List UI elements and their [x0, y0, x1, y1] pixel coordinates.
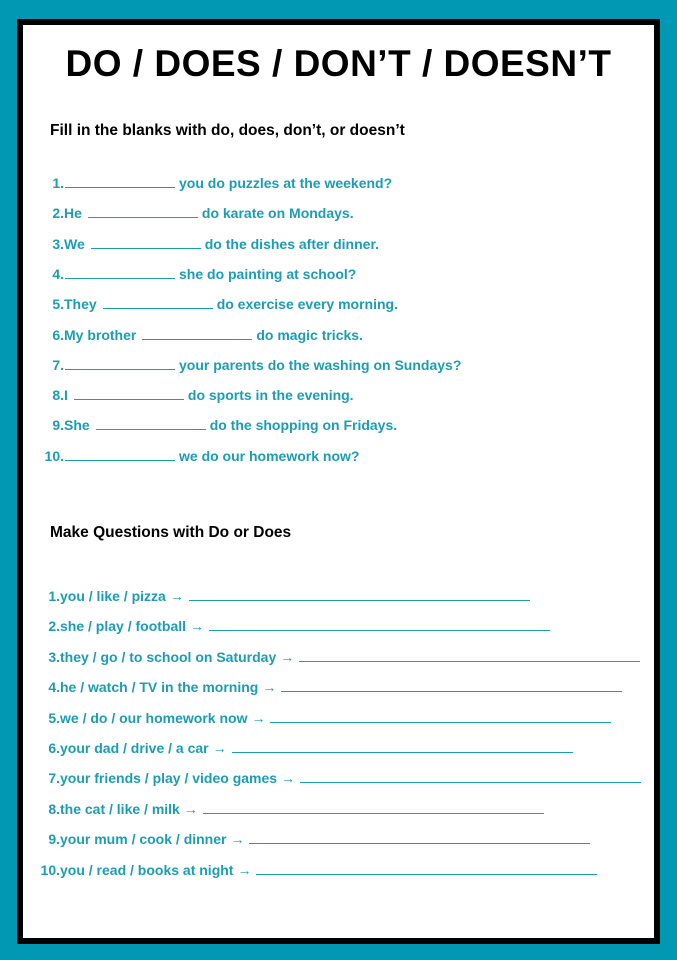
answer-line[interactable]	[300, 772, 641, 783]
answer-blank[interactable]	[142, 329, 252, 340]
arrow-icon: →	[262, 679, 277, 696]
answer-line[interactable]	[270, 712, 611, 723]
item-number: 2.	[48, 618, 60, 635]
fill-blank-item	[31, 327, 363, 343]
item-text-before: We	[64, 235, 85, 252]
arrow-icon: →	[251, 709, 266, 726]
fill-blank-item	[31, 236, 379, 252]
question-prompt: your mum / cook / dinner	[60, 831, 227, 848]
answer-blank[interactable]	[65, 177, 175, 188]
item-text-after: do magic tricks.	[256, 326, 363, 343]
arrow-icon: →	[281, 770, 296, 787]
answer-line[interactable]	[256, 864, 597, 875]
item-number: 1.	[52, 175, 64, 191]
arrow-icon: →	[230, 831, 245, 848]
question-prompt: they / go / to school on Saturday	[60, 648, 277, 665]
question-item	[39, 831, 590, 847]
item-number: 10.	[40, 861, 60, 878]
section1-heading: Fill in the blanks with do, does, don’t, or doesn’t	[50, 122, 405, 139]
item-text-before: They	[64, 296, 97, 313]
question-prompt: your friends / play / video games	[60, 770, 278, 787]
answer-blank[interactable]	[88, 207, 198, 218]
answer-line[interactable]	[203, 803, 544, 814]
answer-line[interactable]	[189, 590, 530, 601]
item-text-before: She	[64, 417, 90, 434]
item-number: 3.	[48, 648, 60, 665]
item-text-after: you do puzzles at the weekend?	[179, 175, 393, 191]
item-number: 1.	[48, 588, 60, 604]
fill-blank-item	[31, 448, 359, 464]
item-number: 7.	[52, 356, 64, 373]
item-number: 2.	[52, 205, 64, 222]
fill-blank-item	[31, 357, 461, 373]
fill-blank-item	[31, 296, 398, 312]
arrow-icon: →	[280, 648, 295, 665]
item-number: 8.	[52, 387, 64, 404]
arrow-icon: →	[183, 800, 198, 817]
item-number: 9.	[52, 417, 64, 434]
fill-blank-item	[31, 387, 354, 403]
item-number: 8.	[48, 800, 60, 817]
question-item	[39, 649, 640, 665]
fill-blank-item	[31, 266, 356, 282]
item-number: 9.	[48, 831, 60, 848]
answer-line[interactable]	[209, 620, 550, 631]
question-prompt: we / do / our homework now	[60, 709, 248, 726]
question-prompt: you / like / pizza	[60, 588, 166, 604]
question-item	[39, 770, 641, 786]
item-number: 4.	[52, 265, 64, 282]
item-number: 4.	[48, 679, 60, 696]
question-item	[39, 862, 597, 878]
item-text-after: do the shopping on Fridays.	[209, 417, 398, 434]
question-prompt: you / read / books at night	[60, 861, 234, 878]
item-text-before: He	[64, 205, 82, 222]
arrow-icon: →	[169, 588, 184, 604]
question-prompt: the cat / like / milk	[60, 800, 180, 817]
arrow-icon: →	[190, 618, 205, 635]
question-prompt: your dad / drive / a car	[60, 740, 209, 756]
item-text-after: do exercise every morning.	[216, 296, 398, 313]
answer-line[interactable]	[281, 681, 622, 692]
item-number: 5.	[48, 709, 60, 726]
arrow-icon: →	[212, 740, 227, 756]
answer-blank[interactable]	[96, 419, 206, 430]
item-text-before: My brother	[64, 326, 137, 343]
item-text-after: your parents do the washing on Sundays?	[179, 356, 462, 373]
item-number: 10.	[44, 447, 64, 464]
question-prompt: she / play / football	[60, 618, 187, 635]
question-item	[39, 740, 573, 756]
answer-blank[interactable]	[74, 389, 184, 400]
fill-blank-item	[31, 205, 354, 221]
item-number: 5.	[52, 296, 64, 313]
answer-blank[interactable]	[65, 268, 175, 279]
answer-blank[interactable]	[91, 238, 201, 249]
question-item	[39, 618, 550, 634]
item-number: 3.	[52, 235, 64, 252]
answer-blank[interactable]	[65, 450, 175, 461]
question-item	[39, 801, 544, 817]
answer-blank[interactable]	[103, 298, 213, 309]
question-item	[39, 679, 622, 695]
question-item	[39, 710, 611, 726]
worksheet	[17, 19, 660, 944]
answer-line[interactable]	[232, 742, 573, 753]
question-prompt: he / watch / TV in the morning	[60, 679, 259, 696]
answer-line[interactable]	[249, 833, 590, 844]
item-text-after: do karate on Mondays.	[201, 205, 354, 222]
fill-blank-item	[31, 417, 397, 433]
item-text-after: she do painting at school?	[179, 265, 357, 282]
worksheet-title: DO / DOES / DON’T / DOESN’T	[65, 43, 612, 84]
item-text-after: do sports in the evening.	[187, 387, 354, 404]
question-item	[39, 588, 530, 604]
item-text-after: do the dishes after dinner.	[204, 235, 380, 252]
item-number: 6.	[48, 740, 60, 756]
section2-heading: Make Questions with Do or Does	[50, 524, 292, 541]
answer-blank[interactable]	[65, 359, 175, 370]
item-text-before: I	[64, 387, 68, 404]
answer-line[interactable]	[299, 651, 640, 662]
item-number: 6.	[52, 326, 64, 343]
fill-blank-item	[31, 175, 392, 191]
arrow-icon: →	[237, 861, 252, 878]
item-text-after: we do our homework now?	[179, 447, 360, 464]
item-number: 7.	[48, 770, 60, 787]
